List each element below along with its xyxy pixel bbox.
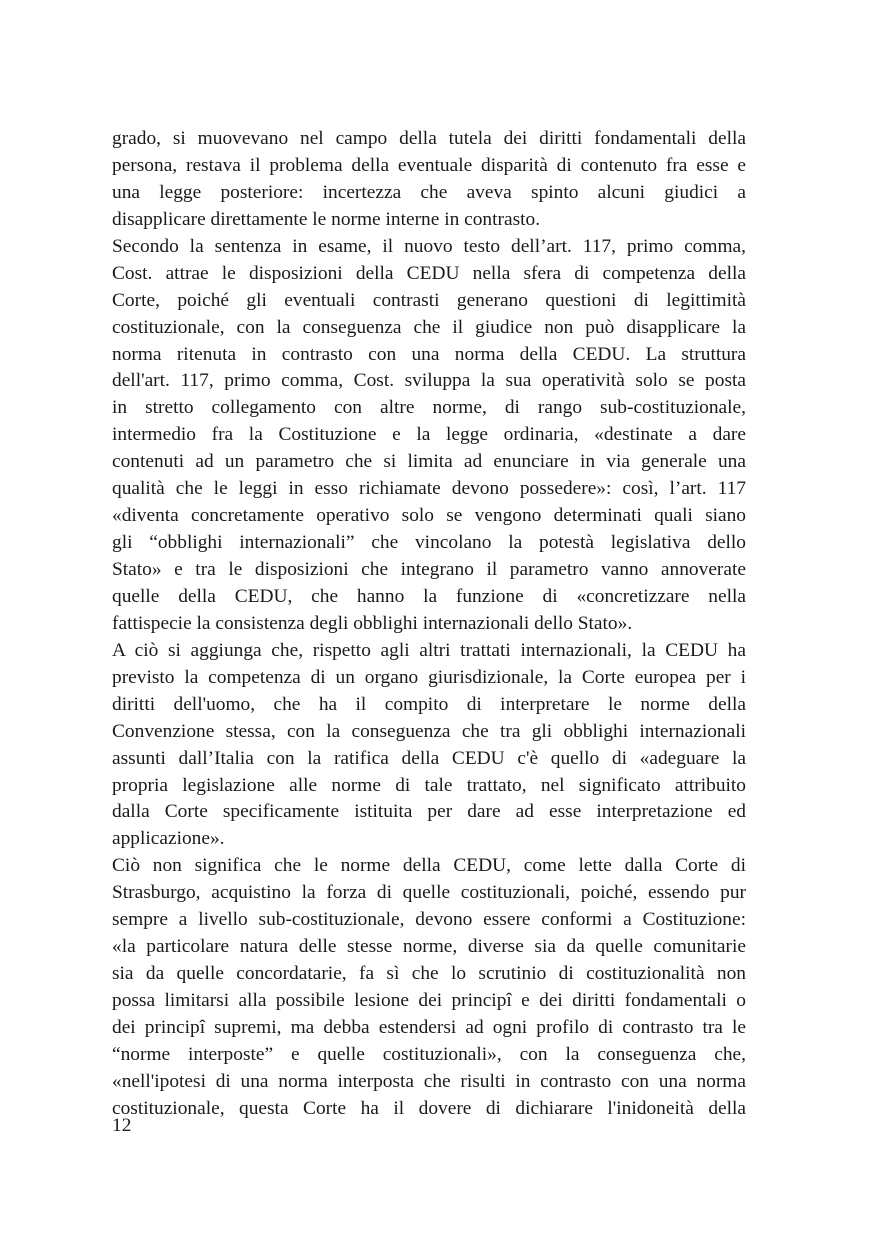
text-line: Secondo la sentenza in esame, il nuovo testo dell’art. 117, primo comma, [112, 235, 746, 257]
text-line: gli “obblighi internazionali” che vincolano la potestà legislativa dello [112, 532, 746, 554]
text-line: costituzionale, con la conseguenza che il giudice non può disapplicare la [112, 316, 746, 338]
text-line: una legge posteriore: incertezza che aveva spinto alcuni giudici a [112, 181, 746, 203]
text-line: diritti dell'uomo, che ha il compito di interpretare le norme della [112, 693, 746, 715]
text-line: Stato» e tra le disposizioni che integrano il parametro vanno annoverate [112, 559, 746, 580]
text-line: costituzionale, questa Corte ha il dovere di dichiarare l'inidoneità della [112, 1097, 746, 1119]
paragraph [112, 638, 746, 854]
text-line: disapplicare direttamente le norme interne in contrasto. [112, 208, 541, 230]
page-number: 12 [112, 1115, 132, 1136]
text-line: «diventa concretamente operativo solo se vengono determinati quali siano [112, 505, 746, 527]
text-line: “norme interposte” e quelle costituzionali», con la conseguenza che, [112, 1043, 746, 1065]
text-line: A ciò si aggiunga che, rispetto agli altri trattati internazionali, la CEDU ha [112, 639, 746, 661]
paragraph [112, 234, 746, 638]
text-line: fattispecie la consistenza degli obblighi internazionali dello Stato». [112, 612, 633, 634]
text-line: Cost. attrae le disposizioni della CEDU nella sfera di competenza della [112, 262, 746, 284]
text-line: qualità che le leggi in esso richiamate devono possedere»: così, l’art. 117 [112, 478, 746, 500]
text-line: applicazione». [112, 828, 225, 850]
text-line: assunti dall’Italia con la ratifica della CEDU c'è quello di «adeguare la [112, 747, 746, 769]
text-line: in stretto collegamento con altre norme, di rango sub-costituzionale, [112, 397, 746, 419]
text-line: propria legislazione alle norme di tale trattato, nel significato attribuito [112, 774, 746, 796]
text-line: possa limitarsi alla possibile lesione dei principî e dei diritti fondamentali o [112, 990, 746, 1011]
text-line: norma ritenuta in contrasto con una norma della CEDU. La struttura [112, 343, 746, 365]
text-line: Corte, poiché gli eventuali contrasti generano questioni di legittimità [112, 289, 746, 311]
text-line: Strasburgo, acquistino la forza di quelle costituzionali, poiché, essendo pur [112, 882, 746, 904]
text-line: contenuti ad un parametro che si limita ad enunciare in via generale una [112, 451, 746, 473]
text-line: quelle della CEDU, che hanno la funzione di «concretizzare nella [112, 585, 746, 607]
text-line: persona, restava il problema della eventuale disparità di contenuto fra esse e [112, 154, 746, 176]
text-line: Ciò non significa che le norme della CEDU, come lette dalla Corte di [112, 855, 746, 877]
text-line: sia da quelle concordatarie, fa sì che lo scrutinio di costituzionalità non [112, 963, 746, 985]
text-line: dalla Corte specificamente istituita per dare ad esse interpretazione ed [112, 801, 746, 823]
paragraph [112, 853, 746, 1122]
text-line: dei principî supremi, ma debba estendersi ad ogni profilo di contrasto tra le [112, 1016, 746, 1038]
text-line: dell'art. 117, primo comma, Cost. sviluppa la sua operatività solo se posta [112, 370, 746, 392]
body-text [112, 126, 746, 1123]
text-line: previsto la competenza di un organo giurisdizionale, la Corte europea per i [112, 666, 746, 688]
text-line: sempre a livello sub-costituzionale, devono essere conformi a Costituzione: [112, 909, 746, 931]
text-line: Convenzione stessa, con la conseguenza che tra gli obblighi internazionali [112, 720, 746, 742]
paragraph [112, 126, 746, 234]
text-line: intermedio fra la Costituzione e la legge ordinaria, «destinate a dare [112, 424, 746, 446]
text-line: «nell'ipotesi di una norma interposta che risulti in contrasto con una norma [112, 1070, 746, 1092]
text-line: grado, si muovevano nel campo della tutela dei diritti fondamentali della [112, 128, 746, 149]
text-line: «la particolare natura delle stesse norme, diverse sia da quelle comunitarie [112, 936, 746, 958]
